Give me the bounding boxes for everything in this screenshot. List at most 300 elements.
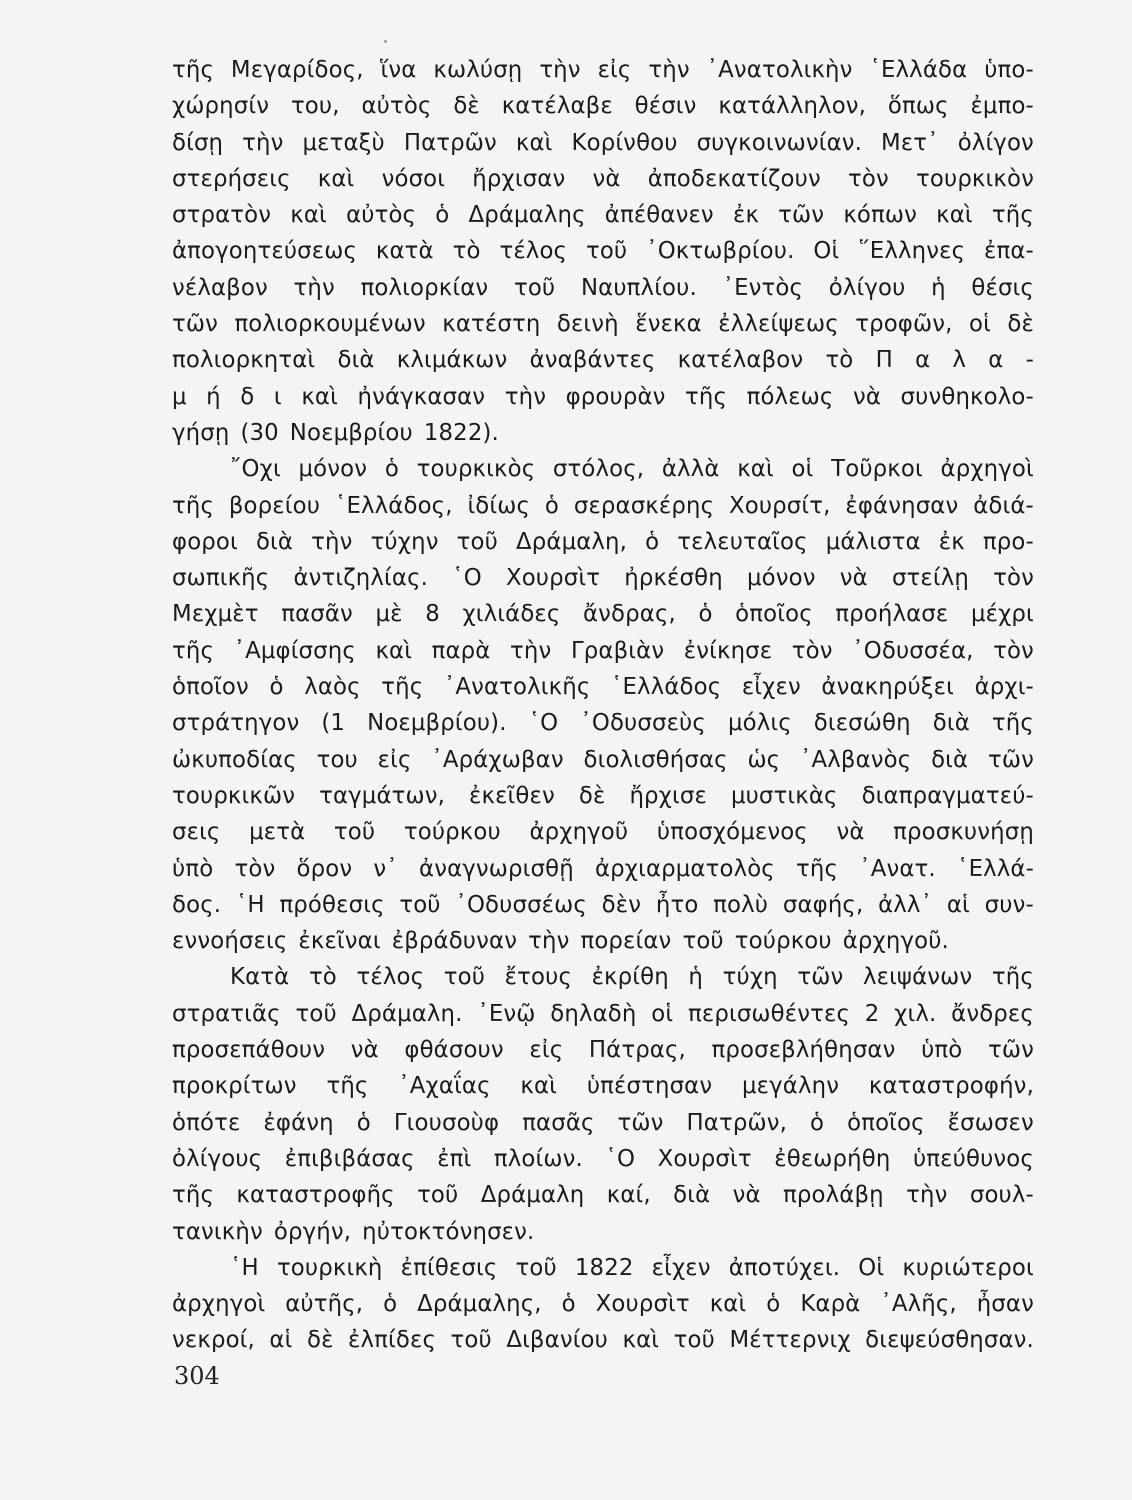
word: καὶ (515, 129, 553, 156)
word: καὶ (709, 1291, 747, 1318)
word: ἐκ (732, 202, 760, 229)
word: τὸν (234, 855, 276, 882)
word: Κατὰ (230, 964, 290, 991)
word: ἐφάνη (263, 1109, 334, 1136)
word: ν᾿ (373, 855, 398, 882)
word: διὰ (337, 347, 375, 374)
word: δὲν (601, 891, 642, 918)
word: συν- (984, 891, 1034, 918)
word: τῶν (778, 202, 825, 229)
word: τῆς (796, 855, 839, 882)
word: ἤρχισαν (472, 165, 566, 192)
word: τύχη (722, 964, 778, 991)
word: ὁ (645, 528, 660, 555)
word: ᾿Εντὸς (722, 274, 804, 301)
paper-speck (384, 40, 387, 43)
word: ἵνα (380, 57, 417, 83)
word: Καρὰ (800, 1291, 861, 1318)
word: χώρησίν (172, 93, 270, 120)
word: ἔτους (504, 964, 572, 991)
word: ἠρκέσθη (624, 565, 723, 592)
word: συνθηκολο- (900, 383, 1034, 410)
word: ἀλλ᾿ (878, 891, 933, 918)
word: ἀπέθανεν (604, 202, 714, 229)
word: κόπων (843, 202, 917, 229)
word: τουρκικῶν (172, 782, 296, 809)
word: ὁ (384, 456, 399, 483)
word: προ- (982, 528, 1034, 555)
word: ὑπέστησαν (586, 1073, 713, 1100)
text-line (172, 52, 1034, 88)
text-line (172, 669, 1034, 705)
word: σερασκέρης (573, 492, 715, 519)
text-line (172, 596, 1034, 632)
word: ὁποῖον (172, 674, 249, 701)
word: δὲ (578, 782, 606, 809)
word: ἀρχηγοὶ (940, 456, 1034, 483)
text-line (172, 560, 1034, 596)
word: ἐκ (938, 528, 965, 555)
word: ὀργήν, (273, 1218, 352, 1245)
word: ἀλλὰ (661, 456, 720, 483)
word: τοῦ (585, 238, 628, 265)
word: ἕνεκα (635, 311, 702, 338)
word: πολιορκηταὶ (172, 347, 316, 374)
word: ἀρχι- (974, 674, 1034, 701)
word: τοῦ (443, 964, 486, 991)
word: ὑποσχόμενος (656, 819, 808, 846)
text-line (172, 633, 1034, 669)
word: ἐκεῖθεν (469, 782, 555, 809)
word: Μέττερνιχ (729, 1327, 851, 1354)
word: ἐκρίθη (591, 964, 669, 991)
word: ἐβράδυναν (391, 928, 518, 955)
word: νὰ (592, 165, 621, 192)
word: τῆς (172, 637, 215, 664)
word: Γραβιὰν (570, 637, 665, 664)
word: σωπικῆς (172, 565, 270, 592)
text-line (172, 270, 1034, 306)
word: ἡ (931, 274, 946, 301)
word: τοῦ (515, 1254, 557, 1281)
word: ῾Η (230, 1254, 259, 1281)
word: ἔσωσεν (947, 1109, 1034, 1136)
text-line (172, 1214, 1034, 1250)
word: τῆς (991, 202, 1034, 229)
word: ὁ (544, 492, 559, 519)
word: ᾿Ανατολικὴν (706, 57, 853, 83)
word: αἱ (269, 1327, 293, 1354)
word: ἐπα- (984, 238, 1034, 265)
word: καὶ (317, 165, 355, 192)
word: ῾Ο (452, 565, 482, 592)
word: ἐνίκησε (683, 637, 773, 664)
word: δεινὴ (556, 311, 619, 338)
word: τὴν (242, 129, 284, 156)
word: ταγμάτων, (319, 782, 446, 809)
word: δὲ (453, 93, 480, 120)
text-line (172, 814, 1034, 850)
text-line (172, 125, 1034, 161)
word: ῾Ελλάδος, (334, 492, 453, 519)
word: τύχην (370, 528, 439, 555)
word: ὁ (561, 1291, 576, 1318)
word: μόνον (298, 456, 368, 483)
word: πασᾶς (522, 1109, 595, 1136)
word: Πατρῶν (403, 129, 497, 156)
word: τὴν (906, 1182, 948, 1209)
word: (30 (240, 419, 279, 446)
word: χιλιάδες (462, 601, 561, 628)
word: διολισθήσας (583, 746, 728, 773)
word: Χουρσίτ, (728, 492, 831, 519)
word: ὁ (269, 674, 284, 701)
word: πολιορκουμένων (234, 311, 426, 338)
word: οἱ (651, 1000, 674, 1027)
word: εἰς (597, 57, 632, 83)
text-line (172, 197, 1034, 233)
word: ἐμπο- (970, 93, 1034, 120)
word: βορείου (228, 492, 321, 519)
word: φρουρὰν (565, 383, 666, 410)
word: διεσώθη (813, 710, 911, 737)
word: κωλύσῃ (433, 57, 523, 83)
word: κατέστη (442, 311, 541, 338)
word: μὲ (375, 601, 403, 628)
word: καταστροφήν, (868, 1073, 1034, 1100)
word: τῆς (991, 964, 1034, 991)
text-line (172, 1068, 1034, 1104)
word: κατάλληλον, (718, 93, 867, 120)
word: τῆς (172, 492, 215, 519)
word: νὰ (839, 565, 868, 592)
word: προλάβῃ (783, 1182, 884, 1209)
word: α (988, 347, 1004, 374)
word: θέσις (971, 274, 1034, 301)
word: πλοίων. (493, 1145, 583, 1172)
word: ἀναβάντες (529, 347, 656, 374)
word: 2 (864, 1000, 880, 1027)
word: τελευταῖος (677, 528, 808, 555)
word: τέλος (356, 964, 425, 991)
word: δ (240, 383, 255, 410)
word: δος. (172, 891, 222, 918)
text-line (172, 415, 1034, 451)
word: καὶ (375, 637, 413, 664)
word: τοῦ (417, 1182, 459, 1209)
word: νὰ (732, 1182, 761, 1209)
word: ᾿Οδυσσέα, (852, 637, 974, 664)
word: αὐτῆς, (285, 1291, 364, 1318)
word: εἶχεν (741, 674, 801, 701)
word: τῶν (988, 1037, 1034, 1064)
text-line (172, 379, 1034, 415)
word: μεγάλην (742, 1073, 840, 1100)
word: ἄνδρας, (583, 601, 676, 628)
word: δίσῃ (172, 129, 224, 156)
text-line (172, 1032, 1034, 1068)
word: χιλ. (894, 1000, 937, 1027)
word: ἀρχιαρματολὸς (594, 855, 775, 882)
word: τοῦ (456, 528, 498, 555)
word: τὴν (293, 274, 335, 301)
word: διεψεύσθησαν. (865, 1327, 1034, 1354)
word: λαὸς (304, 674, 361, 701)
word: κατέλαβε (501, 93, 613, 120)
word: ἀντιζηλίας. (293, 565, 428, 592)
word: τοῦ (399, 891, 441, 918)
word: διαπραγματεύ- (861, 782, 1034, 809)
word: ἐπιβιβάσας (284, 1145, 415, 1172)
word: αἱ (946, 891, 970, 918)
word: ῾Ελλάδα (869, 57, 968, 83)
word: συγκοινωνίαν. (696, 129, 863, 156)
word: τὴν (539, 57, 581, 83)
text-line (172, 959, 1034, 995)
word: ᾿Οδυσσεὺς (580, 710, 706, 737)
word: τὴν (648, 57, 690, 83)
word: τουρκικὸς (416, 456, 536, 483)
word: ὁποῖος (735, 601, 813, 628)
word: ἀναγνωρισθῇ (419, 855, 574, 882)
word: ᾿Αράχωβαν (431, 746, 564, 773)
word: μετὰ (249, 819, 306, 846)
text-line (172, 887, 1034, 923)
word: τὸν (791, 637, 833, 664)
word: δὲ (1007, 311, 1034, 338)
text-line (172, 1286, 1034, 1322)
word: 8 (425, 601, 440, 628)
word: ῾Ελλάδος (610, 674, 722, 701)
word: ηὐτοκτόνησεν. (362, 1218, 535, 1245)
word: ἐπίθεσις (400, 1254, 498, 1281)
word: ᾿Αλβανὸς (799, 746, 912, 773)
word: τὸν (993, 565, 1034, 592)
word: ὠκυποδίας (172, 746, 297, 773)
word: τὴν (528, 928, 570, 955)
word: ᾿Οκτωβρίου. (646, 238, 795, 265)
word: νέλαβον (172, 274, 268, 301)
word: ᾿Οδυσσέως (455, 891, 587, 918)
word: μυστικὰς (730, 782, 838, 809)
word: ῾Η (235, 891, 265, 918)
word: ἠνάγκασαν (357, 383, 486, 410)
word: καὶ (290, 202, 327, 229)
word: ὁ (766, 1291, 781, 1318)
word: μάλιστα (825, 528, 921, 555)
word: ῞Ελληνες (858, 238, 966, 265)
word: κυριώτεροι (902, 1254, 1034, 1281)
word: ἦτο (655, 891, 699, 918)
word: καὶ (301, 383, 338, 410)
word: Δράμαλη, (516, 528, 628, 555)
word: Νοεμβρίου (289, 419, 413, 446)
word: τοῦ (673, 1327, 715, 1354)
text-line (172, 1177, 1034, 1213)
word: γήσῃ (172, 419, 230, 446)
word: μεταξὺ (302, 129, 385, 156)
word: ἡ (688, 964, 704, 991)
word: ὁπότε (172, 1109, 241, 1136)
word: ἐλλείψεως (718, 311, 839, 338)
word: στρατιᾶς (172, 1000, 281, 1027)
word: τῶν (797, 964, 844, 991)
word: Οἱ (813, 238, 840, 265)
text-line (172, 1141, 1034, 1177)
word: καὶ (936, 202, 973, 229)
word: ἦσαν (976, 1291, 1034, 1318)
text-line (172, 451, 1034, 487)
word: τέλος (499, 238, 568, 265)
word: ὁ (383, 1291, 398, 1318)
word: εἰς (377, 746, 412, 773)
word: καὶ (737, 456, 774, 483)
word: ἀρχηγοῦ (529, 819, 629, 846)
word: παρὰ (431, 637, 491, 664)
word: καταστροφῆς (236, 1182, 395, 1209)
word: στράτηγον (172, 710, 300, 737)
word: τροφῶν, (855, 311, 953, 338)
word: ἤρχισε (629, 782, 707, 809)
word: ὁ (810, 1109, 825, 1136)
word: Μεγαρίδος, (230, 57, 364, 83)
word: δηλαδὴ (550, 1000, 637, 1027)
word: τουρκικὸν (916, 165, 1034, 192)
word: εἶχεν (651, 1254, 711, 1281)
word: μ (172, 383, 187, 410)
word: ἀδιά- (973, 492, 1034, 519)
word: Κορίνθου (571, 129, 678, 156)
word: ὁ (356, 1109, 371, 1136)
word: ῾Ο (528, 710, 559, 737)
word: ὀλίγου (828, 274, 906, 301)
word: ἀρχηγοῦ. (842, 928, 949, 955)
word: Μετ᾿ (881, 129, 939, 156)
word: Π (875, 347, 893, 374)
word: τοῦ (513, 274, 556, 301)
word: καὶ (520, 1073, 558, 1100)
word: τῆς (172, 57, 215, 83)
word: - (1025, 347, 1034, 374)
word: προήλασε (835, 601, 949, 628)
word: Γιουσοὺφ (393, 1109, 500, 1136)
word: ἐλπίδες (348, 1327, 436, 1354)
text-line (172, 161, 1034, 197)
word: Χουρσὶτ (657, 1145, 752, 1172)
word: ὑπεύθυνος (912, 1145, 1034, 1172)
word: τὴν (311, 528, 353, 555)
word: ῾Ο (605, 1145, 636, 1172)
word: μόλις (727, 710, 792, 737)
word: ἀρχηγοὶ (172, 1291, 266, 1318)
word: πολιορκίαν (360, 274, 489, 301)
word: αὐτὸς (361, 93, 432, 120)
word: Δράμαλης, (417, 1291, 542, 1318)
word: οἱ (791, 456, 814, 483)
word: σαφής, (782, 891, 864, 918)
word: Διβανίου (506, 1327, 608, 1354)
word: λειψάνων (862, 964, 973, 991)
word: οἱ (968, 311, 991, 338)
word: ὁ (698, 601, 713, 628)
word: νὰ (350, 1037, 379, 1064)
word: περισωθέντες (687, 1000, 850, 1027)
word: εἰς (529, 1037, 564, 1064)
word: τῆς (991, 710, 1034, 737)
word: μόνον (746, 565, 816, 592)
word: ᾿Αμφίσσης (233, 637, 356, 664)
word: ή (206, 383, 221, 410)
word: (1 (321, 710, 346, 737)
word: του, (290, 93, 340, 120)
word: Δράμαλη. (351, 1000, 463, 1027)
word: ὅπως (887, 93, 949, 120)
word: τοῦ (333, 819, 376, 846)
word: τοῦ (682, 928, 724, 955)
word: ὅρον (296, 855, 353, 882)
word: ἄνδρες (951, 1000, 1034, 1027)
word: τὸ (825, 347, 854, 374)
word: τούρκου (403, 819, 501, 846)
word: α (915, 347, 931, 374)
word: πορείαν (580, 928, 672, 955)
word: ᾿Ανατ. (859, 855, 936, 882)
word: διὰ (673, 1182, 711, 1209)
word: σεις (172, 819, 221, 846)
word: πρόθεσις (279, 891, 385, 918)
word: ἐθεωρήθη (774, 1145, 891, 1172)
word: εννοήσεις (172, 928, 288, 955)
word: Πατρῶν, (686, 1109, 788, 1136)
text-line (172, 342, 1034, 378)
word: ᾿Αλῆς, (880, 1291, 957, 1318)
word: θέσιν (634, 93, 697, 120)
word: προκρίτων (172, 1073, 297, 1100)
word: τὸν (847, 165, 889, 192)
word: στρατὸν (172, 202, 272, 229)
body-text (172, 52, 1034, 1359)
word: φθάσουν (404, 1037, 504, 1064)
word: τὸν (993, 637, 1034, 664)
word: δὲ (306, 1327, 334, 1354)
word: ὑπο- (984, 57, 1034, 83)
word: τοῦ (450, 1327, 492, 1354)
word: πόλεως (746, 383, 834, 410)
word: ᾿Αχαΐας (398, 1073, 491, 1100)
word: Πάτρας, (588, 1037, 686, 1064)
word: τουρκικὴ (276, 1254, 383, 1281)
word: νὰ (852, 383, 882, 410)
word: αὐτὸς (346, 202, 417, 229)
word: ὑπὸ (172, 855, 214, 882)
text-line (172, 524, 1034, 560)
word: Ναυπλίου. (580, 274, 697, 301)
word: ἰδίως (467, 492, 531, 519)
word: ἐφάνησαν (845, 492, 959, 519)
word: πασᾶν (281, 601, 353, 628)
word: Τοῦρκοι (831, 456, 923, 483)
word: πολὺ (713, 891, 769, 918)
text-line (172, 923, 1034, 959)
word: Νοεμβρίου). (367, 710, 507, 737)
word: φοροι (172, 528, 238, 555)
text-line (172, 1105, 1034, 1141)
word: τῆς (685, 383, 728, 410)
word: Δράμαλη (480, 1182, 585, 1209)
word: διὰ (931, 746, 969, 773)
word: Δράμαλης (468, 202, 586, 229)
word: νόσοι (381, 165, 446, 192)
